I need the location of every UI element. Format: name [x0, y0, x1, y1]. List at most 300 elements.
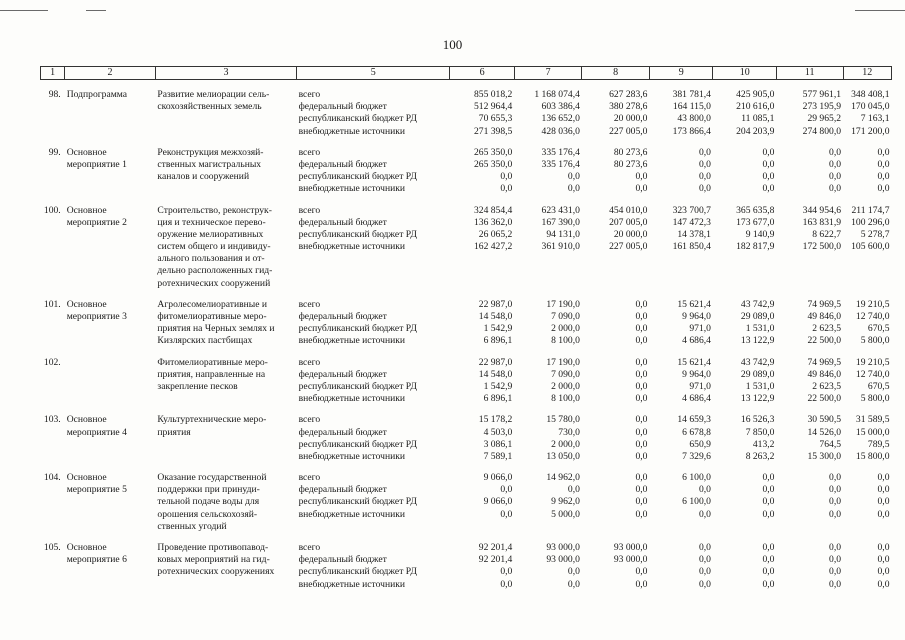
value-column-12: [843, 147, 891, 196]
value-column-6: [450, 147, 515, 196]
row-spacer: [41, 348, 892, 357]
value-cell: 0,0: [829, 146, 842, 158]
value-cell: 6 896,1: [483, 335, 513, 347]
value-cell: 94 131,0: [546, 228, 580, 240]
value-cell: 74 969,5: [807, 298, 842, 310]
value-cell: 0,0: [500, 484, 513, 496]
value-column-9: [649, 357, 713, 406]
value-column-7: [514, 357, 582, 406]
value-cell: 0,0: [635, 335, 648, 347]
header-col-9: 9: [649, 67, 713, 80]
value-cell: 105 600,0: [851, 241, 890, 253]
value-column-12: [843, 414, 891, 463]
row-spacer: [41, 196, 892, 205]
value-column-7: [514, 472, 582, 533]
value-cell: 730,0: [558, 426, 580, 438]
value-cell: 15 000,0: [855, 426, 890, 438]
value-cell: 12 740,0: [855, 368, 890, 380]
value-column-7: [514, 205, 582, 290]
funding-source-label: республиканский бюджет РД: [298, 566, 417, 578]
value-cell: 9 066,0: [483, 472, 513, 484]
value-cell: 0,0: [698, 508, 711, 520]
value-cell: 14 659,3: [677, 414, 711, 426]
value-cell: 0,0: [829, 496, 842, 508]
value-column-7: [514, 299, 582, 348]
funding-source-label: федеральный бюджет: [298, 158, 387, 170]
row-kind-line: Основное: [66, 472, 107, 484]
row-title-line: каналов и сооружений: [157, 171, 250, 183]
value-column-8: [582, 357, 650, 406]
row-spacer: [41, 80, 892, 90]
value-column-6: [450, 299, 515, 348]
row-title-line: поддержки при принуди-: [157, 484, 260, 496]
value-cell: 0,0: [762, 496, 775, 508]
row-title-line: приятия на Черных землях и: [157, 323, 275, 335]
table-row: [41, 414, 892, 463]
value-cell: 22 987,0: [478, 356, 513, 368]
header-col-1: 1: [41, 67, 65, 80]
row-title-line: Проведение противопавод-: [157, 542, 269, 553]
value-cell: 0,0: [762, 171, 775, 183]
value-column-6: [450, 89, 515, 138]
value-cell: 0,0: [829, 484, 842, 496]
funding-sources: [297, 147, 450, 196]
value-cell: 227 005,0: [609, 241, 648, 253]
value-cell: 17 190,0: [546, 356, 580, 368]
value-cell: 512 964,4: [473, 101, 513, 113]
value-cell: 14 526,0: [807, 426, 842, 438]
value-column-7: [514, 414, 582, 463]
value-column-11: [776, 542, 843, 591]
value-column-8: [582, 205, 650, 290]
row-kind: [65, 357, 156, 406]
value-column-11: [776, 472, 843, 533]
funding-source-label: всего: [298, 89, 321, 100]
funding-source-label: всего: [298, 356, 321, 368]
value-cell: 14 548,0: [478, 368, 513, 380]
row-number: 100.: [43, 204, 61, 216]
table-row: [41, 89, 892, 138]
value-cell: 19 210,5: [855, 298, 890, 310]
value-cell: 93 000,0: [546, 554, 580, 566]
table-body: [41, 80, 892, 591]
value-column-7: [514, 89, 582, 138]
funding-source-label: внебюджетные источники: [298, 241, 406, 253]
row-title-line: скохозяйственных земель: [157, 101, 262, 113]
header-col-2: 2: [65, 67, 156, 80]
value-cell: 0,0: [635, 311, 648, 322]
value-cell: 425 905,0: [736, 89, 775, 100]
value-column-9: [649, 472, 713, 533]
value-cell: 20 000,0: [613, 113, 648, 125]
row-number: 104.: [43, 472, 61, 484]
value-column-12: [843, 357, 891, 406]
value-cell: 627 283,6: [609, 89, 648, 100]
value-cell: 29 089,0: [740, 311, 775, 322]
row-title-line: ального пользования и от-: [157, 253, 265, 265]
value-cell: 2 623,5: [812, 380, 842, 392]
value-cell: 5 278,7: [860, 228, 890, 240]
row-title-line: Реконструкция межхозяй-: [157, 146, 264, 158]
row-title-line: приятия, направленные на: [157, 368, 266, 380]
value-cell: 92 201,4: [478, 542, 513, 553]
row-title-line: ротехнических сооружениях: [157, 566, 275, 578]
funding-source-label: всего: [298, 298, 321, 310]
funding-source-label: республиканский бюджет РД: [298, 438, 417, 450]
value-cell: 0,0: [698, 566, 711, 578]
top-edge-line-mid: [86, 10, 106, 11]
value-cell: 15 621,4: [677, 298, 711, 310]
value-cell: 0,0: [635, 368, 648, 380]
value-cell: 0,0: [635, 414, 648, 426]
value-cell: 15 780,0: [546, 414, 580, 426]
value-cell: 19 210,5: [855, 356, 890, 368]
row-title-line: Оказание государственной: [157, 472, 267, 484]
value-cell: 29 089,0: [740, 368, 775, 380]
value-cell: 1 542,9: [483, 380, 513, 392]
funding-source-label: внебюджетные источники: [298, 450, 406, 462]
value-cell: 80 273,6: [613, 158, 648, 170]
value-column-8: [582, 472, 650, 533]
funding-source-label: федеральный бюджет: [298, 101, 387, 113]
row-spacer: [41, 138, 892, 147]
page-number: 100: [442, 37, 463, 52]
budget-table-wrapper: [40, 66, 892, 591]
value-cell: 0,0: [698, 578, 711, 590]
value-cell: 0,0: [877, 508, 890, 520]
value-cell: 1 531,0: [745, 323, 775, 335]
value-cell: 0,0: [877, 484, 890, 496]
table-row: [41, 147, 892, 196]
value-cell: 173 677,0: [736, 216, 775, 228]
row-number: 102.: [43, 356, 61, 368]
row-title-line: ция и техническое перево-: [157, 216, 266, 228]
value-cell: 93 000,0: [613, 554, 648, 566]
row-kind-line: мероприятие 3: [66, 311, 127, 322]
row-title-line: тельной подаче воды для: [157, 496, 260, 508]
value-cell: 0,0: [635, 356, 648, 368]
table-row: [41, 205, 892, 290]
value-cell: 0,0: [698, 171, 711, 183]
value-cell: 93 000,0: [546, 542, 580, 553]
funding-source-label: внебюджетные источники: [298, 578, 406, 590]
row-title-line: ротехнических сооружений: [157, 277, 271, 289]
value-cell: 49 846,0: [807, 368, 842, 380]
value-cell: 0,0: [877, 554, 890, 566]
value-column-10: [713, 147, 777, 196]
value-cell: 0,0: [635, 183, 648, 195]
value-cell: 0,0: [829, 171, 842, 183]
funding-sources: [297, 542, 450, 591]
value-cell: 0,0: [829, 578, 842, 590]
value-cell: 15 800,0: [855, 450, 890, 462]
funding-source-label: федеральный бюджет: [298, 216, 387, 228]
funding-source-label: внебюджетные источники: [298, 125, 406, 137]
value-cell: 31 589,5: [855, 414, 890, 426]
value-cell: 70 655,3: [478, 113, 513, 125]
row-title-line: приятия: [157, 426, 191, 438]
value-cell: 0,0: [762, 554, 775, 566]
value-cell: 14 962,0: [546, 472, 580, 484]
value-cell: 0,0: [698, 484, 711, 496]
value-column-11: [776, 414, 843, 463]
value-cell: 789,5: [867, 438, 890, 450]
value-cell: 9 140,9: [745, 228, 775, 240]
value-cell: 13 122,9: [740, 335, 775, 347]
value-column-8: [582, 299, 650, 348]
value-column-9: [649, 147, 713, 196]
value-cell: 0,0: [698, 146, 711, 158]
row-title: [155, 147, 296, 196]
value-cell: 0,0: [762, 508, 775, 520]
value-column-10: [713, 357, 777, 406]
value-cell: 0,0: [829, 158, 842, 170]
value-cell: 0,0: [635, 484, 648, 496]
value-cell: 0,0: [567, 183, 580, 195]
row-kind-line: Основное: [66, 146, 107, 158]
value-column-9: [649, 299, 713, 348]
value-cell: 0,0: [877, 578, 890, 590]
value-cell: 274 800,0: [802, 125, 842, 137]
row-title-line: орошения сельскохозяй-: [157, 508, 258, 520]
value-column-9: [649, 89, 713, 138]
value-cell: 0,0: [829, 183, 842, 195]
value-cell: 0,0: [698, 542, 711, 553]
header-col-12: 12: [843, 67, 891, 80]
value-cell: 80 273,6: [613, 146, 648, 158]
value-column-6: [450, 205, 515, 290]
value-cell: 9 964,0: [682, 311, 711, 322]
value-cell: 0,0: [635, 171, 648, 183]
value-cell: 265 350,0: [473, 158, 513, 170]
row-kind-line: Подпрограмма: [66, 89, 128, 100]
value-cell: 100 296,0: [851, 216, 890, 228]
value-column-9: [649, 542, 713, 591]
row-title-line: ственных угодий: [157, 520, 227, 532]
value-cell: 0,0: [829, 566, 842, 578]
row-spacer: [41, 463, 892, 472]
value-cell: 0,0: [877, 566, 890, 578]
row-kind: [65, 414, 156, 463]
value-cell: 4 686,4: [682, 393, 711, 405]
funding-source-label: внебюджетные источники: [298, 335, 406, 347]
value-column-7: [514, 147, 582, 196]
value-cell: 2 623,5: [812, 323, 842, 335]
value-column-11: [776, 147, 843, 196]
value-cell: 0,0: [500, 171, 513, 183]
value-cell: 6 100,0: [682, 472, 711, 484]
value-cell: 0,0: [635, 450, 648, 462]
header-col-10: 10: [713, 67, 777, 80]
funding-source-label: республиканский бюджет РД: [298, 171, 417, 183]
value-cell: 163 831,9: [802, 216, 842, 228]
value-cell: 670,5: [867, 323, 890, 335]
table-row: [41, 299, 892, 348]
funding-source-label: федеральный бюджет: [298, 554, 387, 566]
value-column-11: [776, 357, 843, 406]
funding-sources: [297, 205, 450, 290]
value-cell: 0,0: [762, 472, 775, 484]
row-title-line: Развитие мелиорации сель-: [157, 89, 270, 100]
row-title: [155, 299, 296, 348]
funding-source-label: федеральный бюджет: [298, 368, 387, 380]
row-number: 101.: [43, 298, 61, 310]
value-cell: 7 589,1: [483, 450, 513, 462]
value-cell: 603 386,4: [541, 101, 580, 113]
value-cell: 0,0: [635, 438, 648, 450]
funding-sources: [297, 299, 450, 348]
value-cell: 7 090,0: [551, 368, 580, 380]
value-column-12: [843, 472, 891, 533]
funding-source-label: всего: [298, 542, 321, 553]
value-cell: 0,0: [635, 298, 648, 310]
funding-source-label: внебюджетные источники: [298, 508, 406, 520]
value-cell: 173 866,4: [672, 125, 711, 137]
row-kind-line: Основное: [66, 298, 107, 310]
value-cell: 15 300,0: [807, 450, 842, 462]
top-edge-line-left: [0, 10, 48, 11]
value-cell: 43 742,9: [740, 356, 775, 368]
value-cell: 1 168 074,4: [534, 89, 580, 100]
row-kind-line: мероприятие 5: [66, 484, 127, 496]
value-cell: 49 846,0: [807, 311, 842, 322]
value-cell: 14 548,0: [478, 311, 513, 322]
value-cell: 348 408,1: [851, 89, 890, 100]
value-cell: 271 398,5: [473, 125, 513, 137]
value-cell: 344 954,6: [802, 204, 842, 216]
value-cell: 265 350,0: [473, 146, 513, 158]
value-column-10: [713, 205, 777, 290]
value-cell: 164 115,0: [672, 101, 711, 113]
row-title-line: Кизлярских пастбищах: [157, 335, 253, 347]
value-cell: 0,0: [635, 472, 648, 484]
value-cell: 577 961,1: [802, 89, 842, 100]
row-kind-line: мероприятие 1: [66, 158, 127, 170]
row-title: [155, 472, 296, 533]
value-cell: 413,2: [752, 438, 775, 450]
value-cell: 0,0: [829, 554, 842, 566]
funding-source-label: всего: [298, 146, 321, 158]
value-column-10: [713, 542, 777, 591]
value-cell: 8 622,7: [812, 228, 842, 240]
value-cell: 5 000,0: [551, 508, 580, 520]
header-col-3: 3: [155, 67, 296, 80]
value-column-11: [776, 205, 843, 290]
value-cell: 7 329,6: [682, 450, 711, 462]
value-cell: 0,0: [829, 472, 842, 484]
funding-source-label: всего: [298, 204, 321, 216]
value-cell: 210 616,0: [736, 101, 775, 113]
value-cell: 2 000,0: [551, 380, 580, 392]
value-cell: 855 018,2: [473, 89, 513, 100]
value-cell: 171 200,0: [851, 125, 890, 137]
value-cell: 15 178,2: [478, 414, 513, 426]
value-cell: 207 005,0: [609, 216, 648, 228]
value-cell: 6 896,1: [483, 393, 513, 405]
value-cell: 26 065,2: [478, 228, 513, 240]
row-title: [155, 542, 296, 591]
value-cell: 365 635,8: [736, 204, 775, 216]
value-cell: 454 010,0: [609, 204, 648, 216]
value-cell: 0,0: [500, 566, 513, 578]
value-cell: 2 000,0: [551, 438, 580, 450]
row-title: [155, 414, 296, 463]
value-cell: 43 742,9: [740, 298, 775, 310]
value-cell: 13 122,9: [740, 393, 775, 405]
value-column-12: [843, 299, 891, 348]
value-cell: 9 066,0: [483, 496, 513, 508]
value-cell: 170 045,0: [851, 101, 890, 113]
value-cell: 2 000,0: [551, 323, 580, 335]
value-cell: 623 431,0: [541, 204, 580, 216]
value-cell: 0,0: [877, 146, 890, 158]
value-cell: 204 203,9: [736, 125, 775, 137]
row-title-line: закрепление песков: [157, 380, 238, 392]
value-cell: 162 427,2: [473, 241, 513, 253]
value-cell: 323 700,7: [672, 204, 711, 216]
budget-table: [40, 66, 892, 591]
value-cell: 93 000,0: [613, 542, 648, 553]
value-cell: 764,5: [819, 438, 842, 450]
value-cell: 1 542,9: [483, 323, 513, 335]
value-cell: 4 686,4: [682, 335, 711, 347]
value-cell: 0,0: [762, 578, 775, 590]
value-cell: 335 176,4: [541, 158, 580, 170]
funding-sources: [297, 472, 450, 533]
value-cell: 0,0: [698, 554, 711, 566]
funding-sources: [297, 357, 450, 406]
value-column-8: [582, 414, 650, 463]
value-cell: 30 590,5: [807, 414, 842, 426]
funding-source-label: федеральный бюджет: [298, 426, 387, 438]
value-cell: 14 378,1: [677, 228, 711, 240]
value-cell: 15 621,4: [677, 356, 711, 368]
row-kind: [65, 205, 156, 290]
value-cell: 0,0: [762, 183, 775, 195]
value-column-6: [450, 414, 515, 463]
funding-source-label: федеральный бюджет: [298, 484, 387, 496]
value-cell: 0,0: [698, 183, 711, 195]
value-column-10: [713, 89, 777, 138]
row-title-line: дельно расположенных гид-: [157, 265, 273, 277]
row-title-line: Строительство, реконструк-: [157, 204, 272, 216]
value-cell: 43 800,0: [677, 113, 711, 125]
value-column-7: [514, 542, 582, 591]
value-cell: 4 503,0: [483, 426, 513, 438]
value-cell: 381 781,4: [672, 89, 711, 100]
value-cell: 273 195,9: [802, 101, 842, 113]
value-cell: 0,0: [877, 472, 890, 484]
value-cell: 167 390,0: [541, 216, 580, 228]
row-title-line: ковых мероприятий на гид-: [157, 554, 270, 566]
funding-source-label: федеральный бюджет: [298, 311, 387, 322]
value-cell: 0,0: [635, 508, 648, 520]
row-kind-line: мероприятие 6: [66, 554, 127, 566]
value-cell: 0,0: [500, 578, 513, 590]
value-cell: 0,0: [567, 566, 580, 578]
row-number: 103.: [43, 414, 61, 426]
value-column-10: [713, 472, 777, 533]
value-column-10: [713, 414, 777, 463]
funding-sources: [297, 414, 450, 463]
value-cell: 6 678,8: [682, 426, 711, 438]
value-cell: 7 163,1: [860, 113, 890, 125]
value-cell: 971,0: [689, 380, 711, 392]
header-col-8: 8: [582, 67, 650, 80]
row-title-line: Агролесомелиоративные и: [157, 298, 267, 310]
header-col-7: 7: [514, 67, 582, 80]
value-cell: 74 969,5: [807, 356, 842, 368]
